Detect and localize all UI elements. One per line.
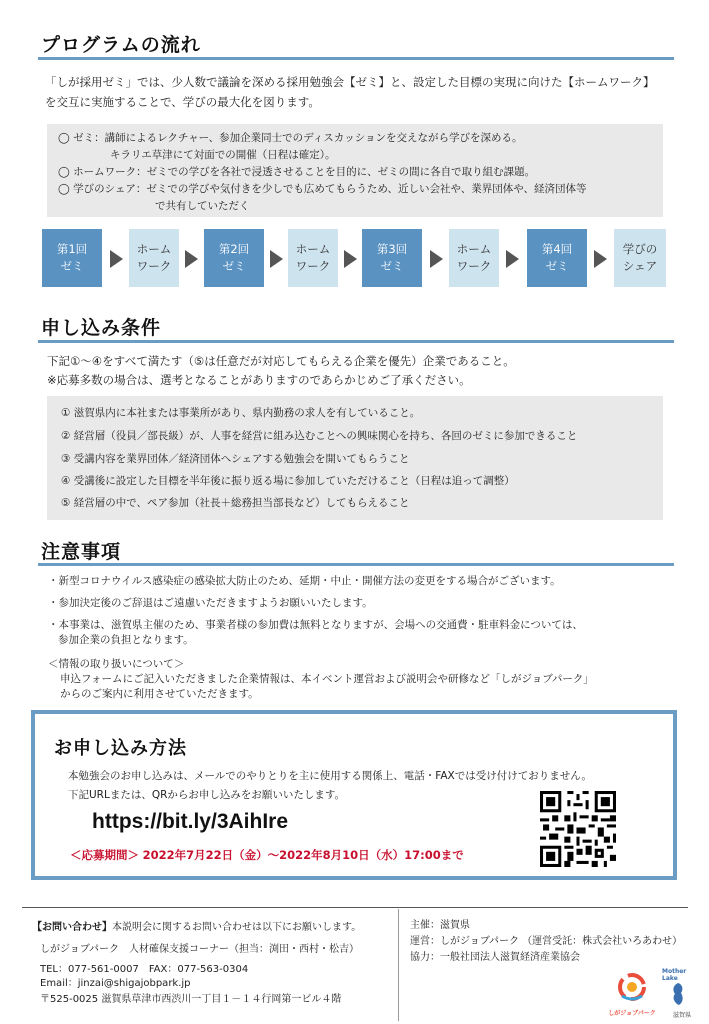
conditions-box <box>47 396 663 520</box>
flow-arrow-icon <box>506 250 519 268</box>
def-share: ◯ 学びのシェア：ゼミでの学びや気付きを少しでも広めてもらうため、近しい会社や、業界団体や、経済団体等 <box>58 183 587 195</box>
contact-email-link[interactable]: Email：jinzai@shigajobpark.jp <box>40 978 191 989</box>
footer-divider <box>398 909 399 1021</box>
heading-rule <box>38 563 674 566</box>
apply-heading: お申し込み方法 <box>54 738 187 759</box>
footer-rule <box>22 907 688 908</box>
note-bullet-1: ・新型コロナウイルス感染症の感染拡大防止のため、延期・中止・開催方法の変更をする場合がございます。 <box>48 575 561 587</box>
definitions-box <box>47 124 663 217</box>
flow-arrow-icon <box>185 250 198 268</box>
condition-item: ① 滋賀県内に本社または事業所があり、県内勤務の求人を有していること。 <box>61 407 421 419</box>
coop-line: 協力：一般社団法人滋賀経済産業協会 <box>410 952 580 963</box>
condition-item: ④ 受講後に設定した目標を半年後に振り返る場に参加していただけること（日程は追って調整） <box>61 475 515 487</box>
condition-item: ⑤ 経営層の中で、ペア参加（社長＋総務担当部長など）してもらえること <box>61 497 410 509</box>
contact-intro-line <box>32 920 361 936</box>
qr-code-icon[interactable] <box>540 791 616 867</box>
contact-heading: 【お問い合わせ】 <box>32 922 112 933</box>
contact-tel: TEL：077-561-0007 FAX：077-563-0304 <box>40 964 249 975</box>
conditions-line-1: 下記①～④をすべて満たす（⑤は任意だが対応してもらえる企業を優先）企業であること。 <box>47 354 515 368</box>
period-label: ＜応募期間＞ <box>70 848 139 862</box>
flow-step-share: 学びの シェア <box>614 229 666 287</box>
def-share-2: で共有していただく <box>155 200 250 212</box>
def-seminar-2: キラリエ草津にて対面での開催（日程は確定）。 <box>110 149 336 161</box>
note-bullet-3: ・本事業は、滋賀県主催のため、事業者様の参加費は無料となりますが、会場への交通費・駐車料金については、 <box>48 619 583 631</box>
flow-step-seminar-1: 第1回 ゼミ <box>42 229 102 287</box>
program-intro-2: を交互に実施することで、学びの最大化を図ります。 <box>45 95 320 109</box>
host-line: 主催：滋賀県 <box>410 920 470 931</box>
def-seminar: ◯ ゼミ：講師によるレクチャー、参加企業同士でのディスカッションを交えながら学びを深める。 <box>58 132 523 144</box>
heading-rule <box>38 57 674 60</box>
mother-lake-logo: Mother Lake 滋賀県 <box>662 968 691 1019</box>
operator-line: 運営：しがジョブパーク （運営受託：株式会社いろあわせ） <box>410 936 683 947</box>
condition-item: ③ 受講内容を業界団体／経済団体へシェアする勉強会を開いてもらうこと <box>61 453 410 465</box>
heading-rule <box>38 340 674 343</box>
apply-line-2: 下記URLまたは、QRからお申し込みをお願いいたします。 <box>68 789 346 801</box>
apply-box <box>31 710 677 880</box>
info-heading: ＜情報の取り扱いについて＞ <box>48 658 185 670</box>
flow-arrow-icon <box>270 250 283 268</box>
flow-arrow-icon <box>110 250 123 268</box>
flow-step-seminar-2: 第2回 ゼミ <box>204 229 264 287</box>
conditions-heading: 申し込み条件 <box>41 317 162 339</box>
flow-step-seminar-4: 第4回 ゼミ <box>527 229 587 287</box>
condition-item: ② 経営層（役員／部長級）が、人事を経営に組み込むことへの興味関心を持ち、各回のゼミに参加できること <box>61 430 578 442</box>
program-intro-1: 「しが採用ゼミ」では、少人数で議論を深める採用勉強会【ゼミ】と、設定した目標の実現に向けた【ホームワーク】 <box>45 75 655 89</box>
flow-step-seminar-3: 第3回 ゼミ <box>362 229 422 287</box>
program-heading: プログラムの流れ <box>41 34 201 56</box>
contact-intro: 本説明会に関するお問い合わせは以下にお願いします。 <box>112 922 362 933</box>
contact-org: しがジョブパーク 人材確保支援コーナー（担当：渕田・西村・松吉） <box>40 944 359 955</box>
flow-arrow-icon <box>430 250 443 268</box>
shiga-job-park-logo: しがジョブパーク <box>608 972 656 1016</box>
def-homework: ◯ ホームワーク：ゼミでの学びを各社で浸透させることを目的に、ゼミの間に各自で取り組む課題。 <box>58 166 536 178</box>
period-value: 2022年7月22日（金）～2022年8月10日（水）17:00まで <box>142 848 464 862</box>
flow-arrow-icon <box>344 250 357 268</box>
apply-line-1: 本勉強会のお申し込みは、メールでのやりとりを主に使用する関係上、電話・FAXでは受け付けておりません。 <box>68 770 592 782</box>
note-bullet-3-cont: 参加企業の負担となります。 <box>58 634 194 646</box>
flow-step-homework-3: ホーム ワーク <box>449 229 499 287</box>
flow-step-homework-1: ホーム ワーク <box>129 229 179 287</box>
info-line-1: 申込フォームにご記入いただきました企業情報は、本イベント運営および説明会や研修など「しがジョブパーク」 <box>60 673 594 685</box>
flow-step-homework-2: ホーム ワーク <box>288 229 338 287</box>
note-bullet-2: ・参加決定後のご辞退はご遠慮いただきますようお願いいたします。 <box>48 597 373 609</box>
apply-url-link[interactable]: https://bit.ly/3AihIre <box>92 810 289 833</box>
contact-address: 〒525-0025 滋賀県草津市西渋川一丁目１－１４行岡第一ビル４階 <box>40 994 342 1005</box>
conditions-line-2: ※応募多数の場合は、選考となることがありますのであらかじめご了承ください。 <box>47 373 471 387</box>
apply-period <box>70 847 464 863</box>
info-line-2: からのご案内に利用させていただきます。 <box>60 688 259 700</box>
flow-arrow-icon <box>594 250 607 268</box>
notes-heading: 注意事項 <box>41 541 122 563</box>
